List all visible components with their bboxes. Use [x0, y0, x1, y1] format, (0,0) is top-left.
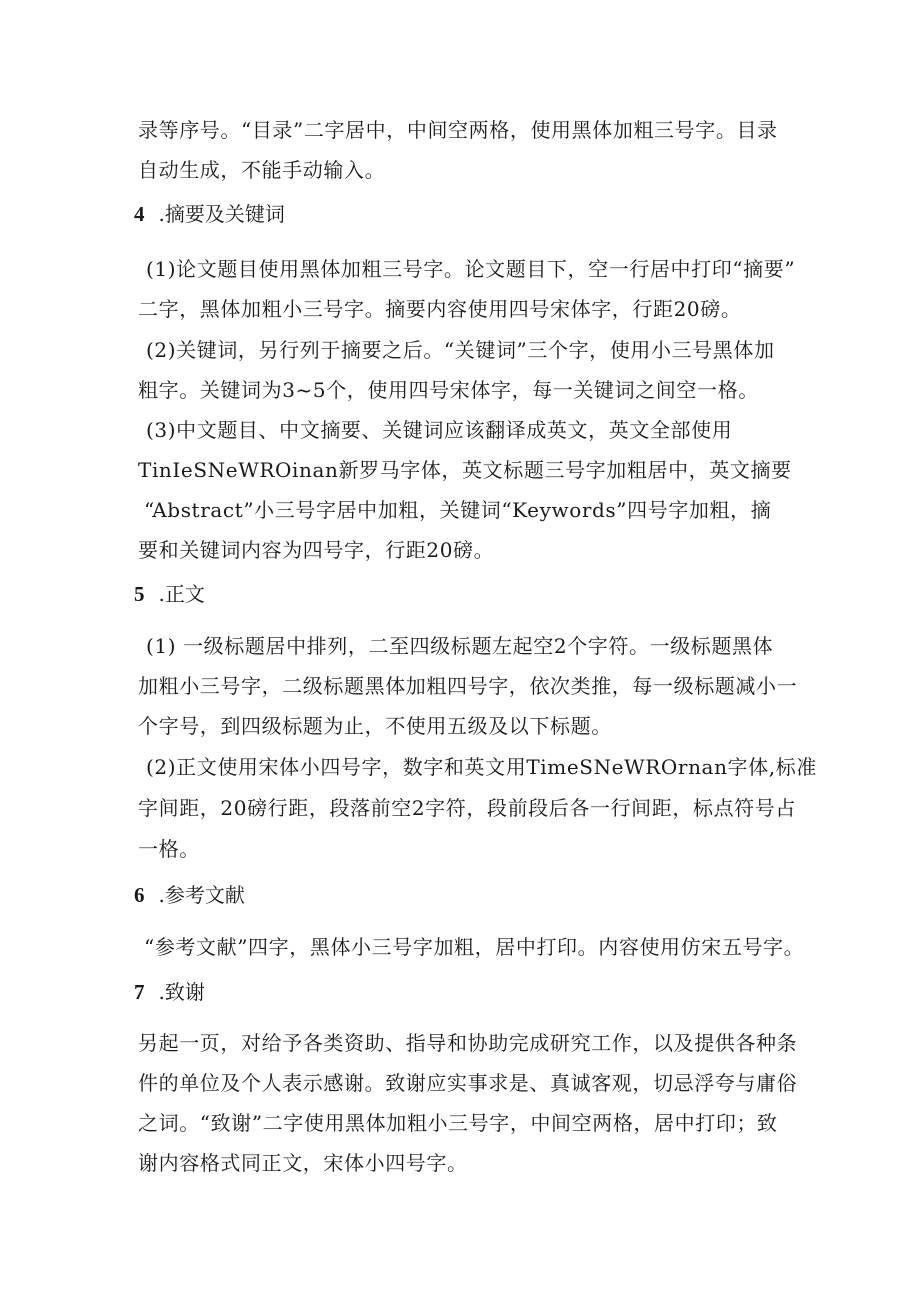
s5-item2-line-3: 一格。: [138, 837, 200, 861]
section-6-title: .参考文献: [158, 883, 245, 907]
s4-item3-line-4: 要和关键词内容为四号字，行距20磅。: [138, 538, 495, 562]
section-7-title: .致谢: [158, 980, 205, 1004]
s5-item2-line-1: (2)正文使用宋体小四号字，数字和英文用TimeSNeWROrnan字体,标准: [146, 755, 817, 779]
s4-item2-line-1: (2)关键词，另行列于摘要之后。“关键词”三个字，使用小三号黑体加: [146, 338, 775, 362]
section-4-title: .摘要及关键词: [158, 202, 285, 226]
s4-item1-line-2: 二字，黑体加粗小三号字。摘要内容使用四号宋体字，行距20磅。: [138, 297, 742, 321]
s7-line-1: 另起一页，对给予各类资助、指导和协助完成研究工作，以及提供各种条: [138, 1031, 798, 1055]
section-5-number: 5: [134, 582, 145, 606]
s4-item3-line-1: (3)中文题目、中文摘要、关键词应该翻译成英文，英文全部使用: [146, 418, 733, 442]
s5-item1-line-2: 加粗小三号字，二级标题黑体加粗四号字，依次类推，每一级标题减小一: [138, 674, 798, 698]
section-7-heading: [134, 980, 205, 1004]
section-5-heading: [134, 582, 205, 606]
s5-item2-line-2: 字间距，20磅行距，段落前空2字符，段前段后各一行间距，标点符号占: [138, 796, 796, 820]
section-5-title: .正文: [158, 582, 205, 606]
s4-item3-line-3: “Abstract”小三号字居中加粗，关键词“Keywords”四号字加粗，摘: [144, 498, 772, 522]
section-4-heading: [134, 202, 285, 226]
s5-item1-line-1: (1) 一级标题居中排列，二至四级标题左起空2个字符。一级标题黑体: [146, 634, 774, 658]
s4-item2-line-2: 粗字。关键词为3~5个，使用四号宋体字，每一关键词之间空一格。: [138, 378, 759, 402]
toc-text-line-2: 自动生成，不能手动输入。: [138, 158, 386, 182]
s5-item1-line-3: 个字号，到四级标题为止，不使用五级及以下标题。: [138, 714, 612, 738]
toc-text-line-1: 录等序号。“目录”二字居中，中间空两格，使用黑体加粗三号字。目录: [138, 118, 778, 142]
section-6-number: 6: [134, 883, 145, 907]
s7-line-2: 件的单位及个人表示感谢。致谢应实事求是、真诚客观，切忌浮夸与庸俗: [138, 1071, 798, 1095]
section-6-heading: [134, 883, 245, 907]
s7-line-4: 谢内容格式同正文，宋体小四号字。: [138, 1151, 468, 1175]
section-4-number: 4: [134, 202, 145, 226]
section-7-number: 7: [134, 980, 145, 1004]
s4-item1-line-1: (1)论文题目使用黑体加粗三号字。论文题目下，空一行居中打印“摘要”: [146, 257, 796, 281]
s6-body: “参考文献”四字，黑体小三号字加粗，居中打印。内容使用仿宋五号字。: [144, 935, 805, 959]
s4-item3-line-2: TinIeSNeWROinan新罗马字体，英文标题三号字加粗居中，英文摘要: [138, 458, 792, 482]
s7-line-3: 之词。“致谢”二字使用黑体加粗小三号字，中间空两格，居中打印；致: [138, 1111, 778, 1135]
